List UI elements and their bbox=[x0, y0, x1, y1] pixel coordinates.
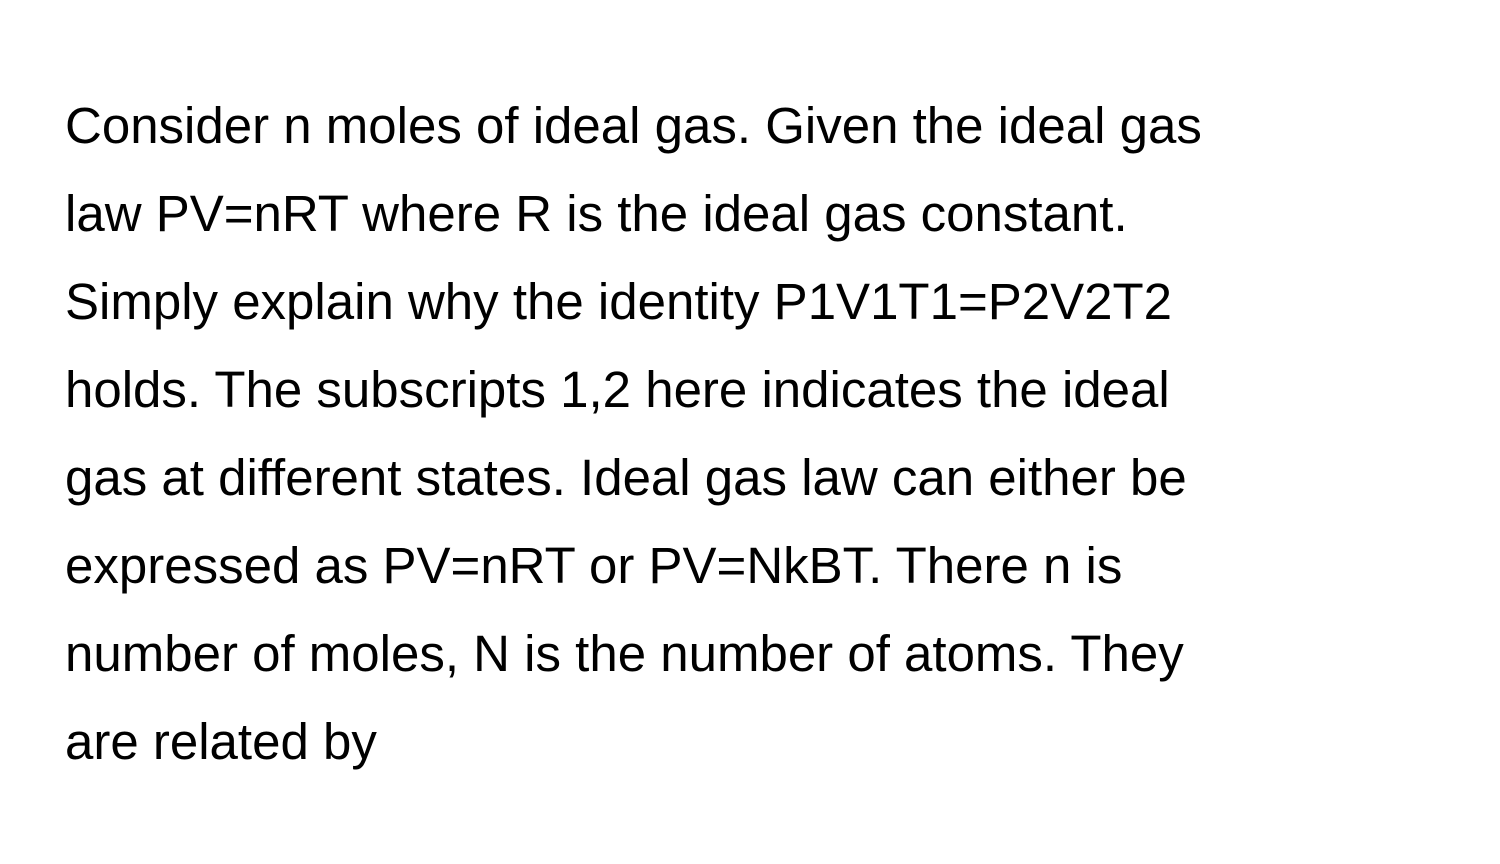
text-line-3: Simply explain why the identity P1V1T1=P2V2T2 bbox=[65, 273, 1173, 330]
text-line-5: gas at different states. Ideal gas law can either be bbox=[65, 449, 1187, 506]
text-line-7: number of moles, N is the number of atoms. They bbox=[65, 625, 1184, 682]
text-line-6: expressed as PV=nRT or PV=NkBT. There n is bbox=[65, 537, 1123, 594]
text-line-1: Consider n moles of ideal gas. Given the ideal gas bbox=[65, 97, 1202, 154]
text-line-4: holds. The subscripts 1,2 here indicates the ideal bbox=[65, 361, 1170, 418]
text-line-2: law PV=nRT where R is the ideal gas constant. bbox=[65, 185, 1128, 242]
question-text bbox=[65, 94, 1202, 798]
text-line-8: are related by bbox=[65, 713, 377, 770]
